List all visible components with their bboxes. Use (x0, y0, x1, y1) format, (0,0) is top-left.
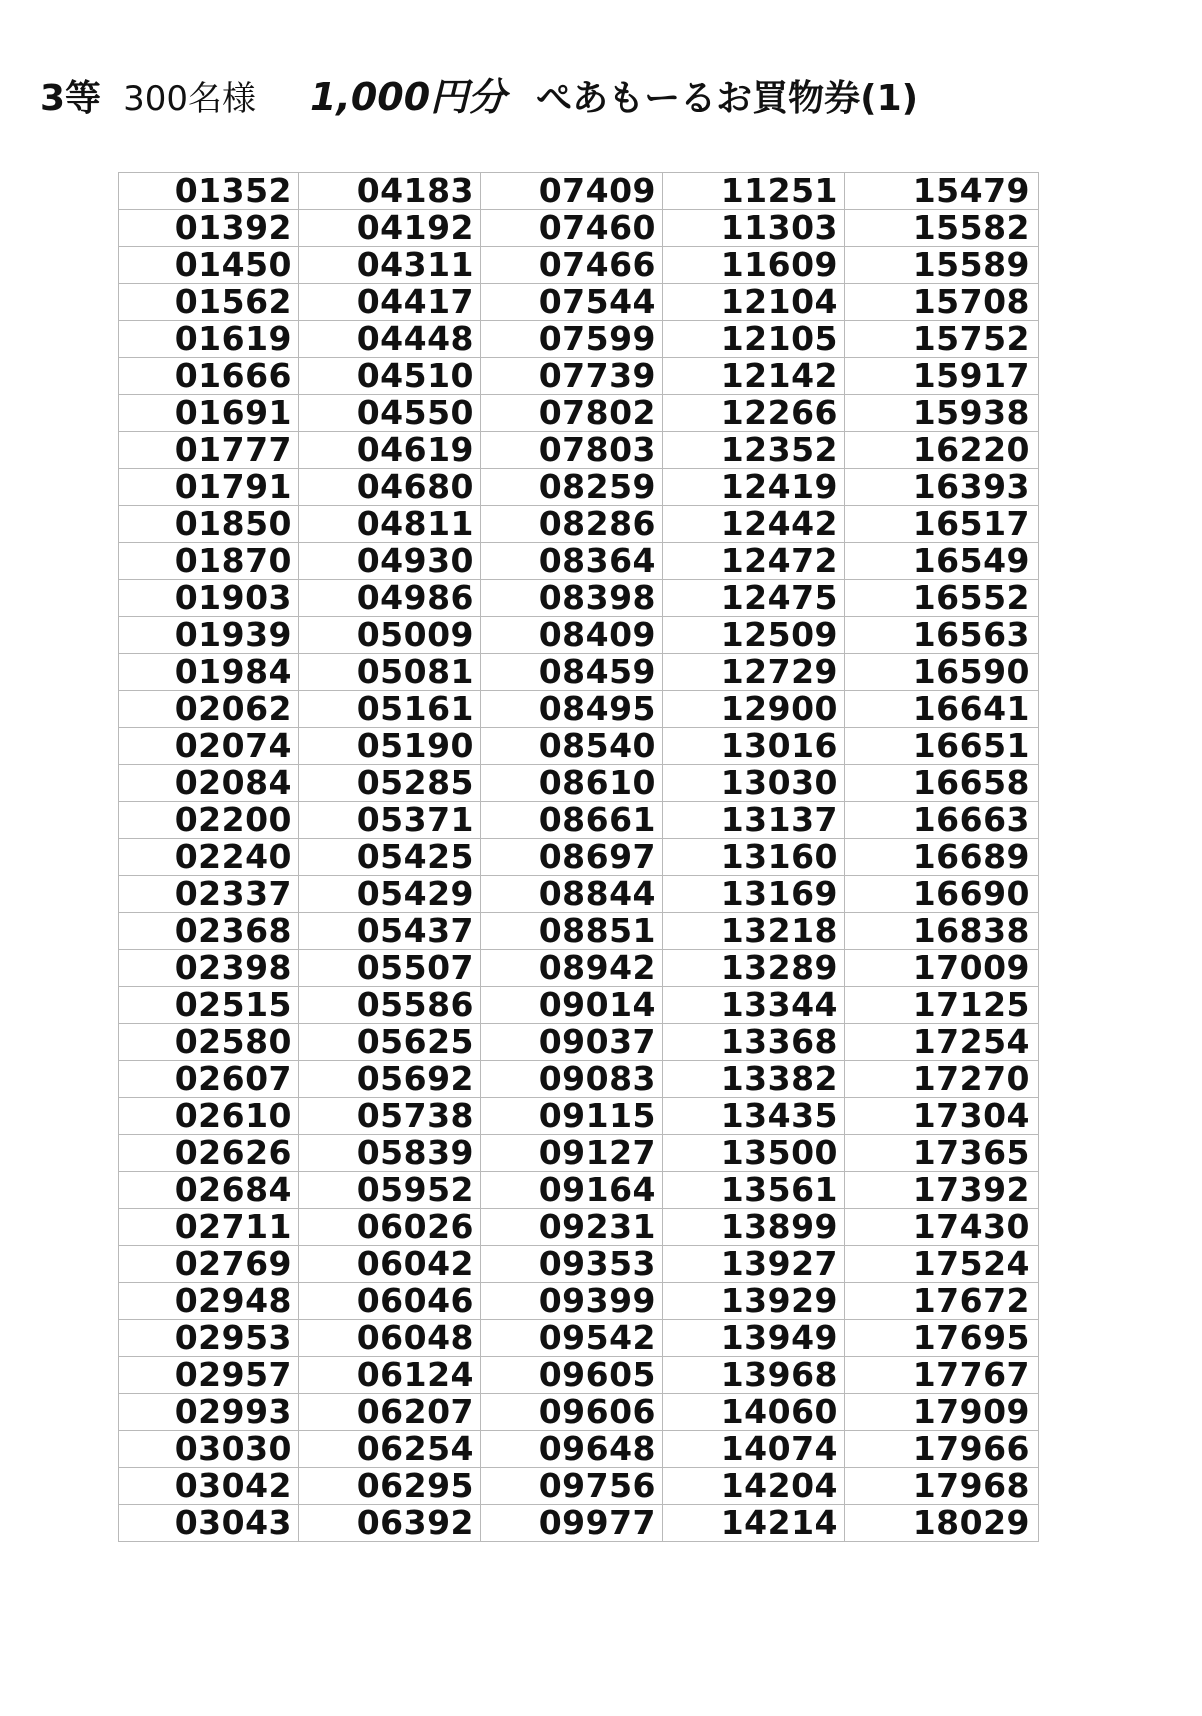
winning-number-cell: 11609 (663, 247, 845, 284)
winning-number-cell: 12352 (663, 432, 845, 469)
winning-number-cell: 02084 (119, 765, 299, 802)
winning-number-cell: 13344 (663, 987, 845, 1024)
winning-number-cell: 18029 (845, 1505, 1039, 1542)
winning-number-cell: 05081 (299, 654, 481, 691)
winning-number-cell: 16651 (845, 728, 1039, 765)
table-row (119, 617, 1039, 654)
winning-number-cell: 02074 (119, 728, 299, 765)
winning-number-cell: 12105 (663, 321, 845, 358)
winning-number-cell: 03042 (119, 1468, 299, 1505)
winning-number-cell: 07466 (481, 247, 663, 284)
table-row (119, 284, 1039, 321)
winning-number-cell: 02580 (119, 1024, 299, 1061)
winning-number-cell: 11303 (663, 210, 845, 247)
winning-number-cell: 12900 (663, 691, 845, 728)
winning-number-cell: 15479 (845, 173, 1039, 210)
winning-number-cell: 17695 (845, 1320, 1039, 1357)
table-row (119, 728, 1039, 765)
winning-number-cell: 04811 (299, 506, 481, 543)
winning-number-cell: 01984 (119, 654, 299, 691)
winning-number-cell: 16838 (845, 913, 1039, 950)
winning-number-cell: 04417 (299, 284, 481, 321)
winning-number-cell: 14074 (663, 1431, 845, 1468)
winning-number-cell: 16549 (845, 543, 1039, 580)
winning-number-cell: 04448 (299, 321, 481, 358)
winning-number-cell: 01666 (119, 358, 299, 395)
winning-number-cell: 08409 (481, 617, 663, 654)
winning-number-cell: 01691 (119, 395, 299, 432)
winning-number-cell: 04930 (299, 543, 481, 580)
winning-number-cell: 07803 (481, 432, 663, 469)
winning-number-cell: 07802 (481, 395, 663, 432)
winning-number-cell: 02368 (119, 913, 299, 950)
winning-number-cell: 13218 (663, 913, 845, 950)
table-row (119, 1209, 1039, 1246)
winning-number-cell: 09606 (481, 1394, 663, 1431)
winning-number-cell: 03030 (119, 1431, 299, 1468)
winning-number-cell: 01939 (119, 617, 299, 654)
table-row (119, 839, 1039, 876)
winning-number-cell: 13968 (663, 1357, 845, 1394)
winning-number-cell: 04986 (299, 580, 481, 617)
winning-number-cell: 06046 (299, 1283, 481, 1320)
winning-number-cell: 16689 (845, 839, 1039, 876)
winning-number-cell: 06042 (299, 1246, 481, 1283)
winning-number-cell: 17909 (845, 1394, 1039, 1431)
winning-number-cell: 01562 (119, 284, 299, 321)
winning-number-cell: 05437 (299, 913, 481, 950)
winning-number-cell: 01850 (119, 506, 299, 543)
winning-number-cell: 09083 (481, 1061, 663, 1098)
winning-number-cell: 01392 (119, 210, 299, 247)
table-row (119, 1098, 1039, 1135)
winning-number-cell: 01352 (119, 173, 299, 210)
winning-number-cell: 02610 (119, 1098, 299, 1135)
winning-number-cell: 06295 (299, 1468, 481, 1505)
winning-number-cell: 09605 (481, 1357, 663, 1394)
winning-number-cell: 16663 (845, 802, 1039, 839)
table-row (119, 987, 1039, 1024)
winning-number-cell: 16641 (845, 691, 1039, 728)
winning-number-cell: 08540 (481, 728, 663, 765)
winning-number-cell: 13500 (663, 1135, 845, 1172)
winning-number-cell: 13368 (663, 1024, 845, 1061)
winning-number-cell: 04192 (299, 210, 481, 247)
winning-number-cell: 09399 (481, 1283, 663, 1320)
winning-number-cell: 07460 (481, 210, 663, 247)
table-row (119, 210, 1039, 247)
winning-number-cell: 15938 (845, 395, 1039, 432)
winning-number-cell: 02240 (119, 839, 299, 876)
winning-number-cell: 15582 (845, 210, 1039, 247)
winning-number-cell: 01870 (119, 543, 299, 580)
winning-number-cell: 12509 (663, 617, 845, 654)
table-row (119, 691, 1039, 728)
winning-number-cell: 17254 (845, 1024, 1039, 1061)
winning-number-cell: 01450 (119, 247, 299, 284)
winning-number-cell: 05425 (299, 839, 481, 876)
winning-number-cell: 13435 (663, 1098, 845, 1135)
table-row (119, 469, 1039, 506)
winning-number-cell: 05839 (299, 1135, 481, 1172)
winning-number-cell: 06026 (299, 1209, 481, 1246)
winning-number-cell: 08942 (481, 950, 663, 987)
table-row (119, 802, 1039, 839)
table-row (119, 1431, 1039, 1468)
winning-number-cell: 09542 (481, 1320, 663, 1357)
winning-numbers-table (118, 172, 1039, 1542)
winning-number-cell: 01619 (119, 321, 299, 358)
winning-number-cell: 08286 (481, 506, 663, 543)
prize-rank: 3等 (40, 78, 102, 119)
winning-number-cell: 05285 (299, 765, 481, 802)
winning-number-cell: 15917 (845, 358, 1039, 395)
table-row (119, 543, 1039, 580)
table-row (119, 765, 1039, 802)
table-row (119, 247, 1039, 284)
table-row (119, 1172, 1039, 1209)
winning-number-cell: 07409 (481, 173, 663, 210)
winning-number-cell: 09127 (481, 1135, 663, 1172)
prize-amount: 1,000円分 (309, 75, 507, 119)
winning-number-cell: 09037 (481, 1024, 663, 1061)
winning-number-cell: 02062 (119, 691, 299, 728)
winning-number-cell: 12729 (663, 654, 845, 691)
table-row (119, 321, 1039, 358)
winning-number-cell: 16517 (845, 506, 1039, 543)
winning-number-cell: 13929 (663, 1283, 845, 1320)
winning-number-cell: 04311 (299, 247, 481, 284)
winning-number-cell: 04183 (299, 173, 481, 210)
winning-number-cell: 12142 (663, 358, 845, 395)
winning-number-cell: 16552 (845, 580, 1039, 617)
winning-number-cell: 13561 (663, 1172, 845, 1209)
winning-number-cell: 16393 (845, 469, 1039, 506)
winning-number-cell: 12266 (663, 395, 845, 432)
winning-number-cell: 05952 (299, 1172, 481, 1209)
winning-number-cell: 09353 (481, 1246, 663, 1283)
winning-number-cell: 01903 (119, 580, 299, 617)
winning-number-cell: 13169 (663, 876, 845, 913)
winning-number-cell: 05692 (299, 1061, 481, 1098)
winning-number-cell: 16563 (845, 617, 1039, 654)
table-row (119, 1468, 1039, 1505)
winning-number-cell: 17430 (845, 1209, 1039, 1246)
winning-numbers-body (119, 173, 1039, 1542)
winning-number-cell: 12475 (663, 580, 845, 617)
winning-number-cell: 12104 (663, 284, 845, 321)
winning-number-cell: 08610 (481, 765, 663, 802)
winning-number-cell: 05371 (299, 802, 481, 839)
winning-number-cell: 08495 (481, 691, 663, 728)
winning-number-cell: 08661 (481, 802, 663, 839)
winning-number-cell: 02607 (119, 1061, 299, 1098)
winning-number-cell: 04550 (299, 395, 481, 432)
winning-number-cell: 17125 (845, 987, 1039, 1024)
winning-number-cell: 08364 (481, 543, 663, 580)
winning-number-cell: 02684 (119, 1172, 299, 1209)
table-row (119, 654, 1039, 691)
table-row (119, 950, 1039, 987)
winning-number-cell: 02515 (119, 987, 299, 1024)
winning-number-cell: 08398 (481, 580, 663, 617)
winning-number-cell: 12472 (663, 543, 845, 580)
winning-number-cell: 05738 (299, 1098, 481, 1135)
winning-number-cell: 16220 (845, 432, 1039, 469)
winning-number-cell: 09648 (481, 1431, 663, 1468)
winning-number-cell: 04510 (299, 358, 481, 395)
winning-number-cell: 01791 (119, 469, 299, 506)
table-row (119, 395, 1039, 432)
table-row (119, 506, 1039, 543)
winning-number-cell: 05507 (299, 950, 481, 987)
winning-number-cell: 13016 (663, 728, 845, 765)
winning-number-cell: 02769 (119, 1246, 299, 1283)
winning-number-cell: 17365 (845, 1135, 1039, 1172)
table-row (119, 1283, 1039, 1320)
winning-number-cell: 16690 (845, 876, 1039, 913)
winning-number-cell: 17968 (845, 1468, 1039, 1505)
winning-number-cell: 08697 (481, 839, 663, 876)
winning-number-cell: 13289 (663, 950, 845, 987)
winning-number-cell: 13927 (663, 1246, 845, 1283)
winning-number-cell: 15708 (845, 284, 1039, 321)
winning-number-cell: 13137 (663, 802, 845, 839)
winning-number-cell: 08851 (481, 913, 663, 950)
table-row (119, 358, 1039, 395)
winning-number-cell: 05009 (299, 617, 481, 654)
winning-number-cell: 13949 (663, 1320, 845, 1357)
winning-number-cell: 05161 (299, 691, 481, 728)
winning-number-cell: 09115 (481, 1098, 663, 1135)
winning-number-cell: 08259 (481, 469, 663, 506)
winning-number-cell: 17524 (845, 1246, 1039, 1283)
winning-number-cell: 05625 (299, 1024, 481, 1061)
voucher-name: ぺあもーるお買物券(1) (536, 78, 919, 119)
winning-number-cell: 09014 (481, 987, 663, 1024)
winning-number-cell: 06048 (299, 1320, 481, 1357)
winning-number-cell: 02337 (119, 876, 299, 913)
winning-number-cell: 17672 (845, 1283, 1039, 1320)
table-row (119, 1320, 1039, 1357)
table-row (119, 580, 1039, 617)
winning-number-cell: 12419 (663, 469, 845, 506)
winning-number-cell: 06124 (299, 1357, 481, 1394)
winning-number-cell: 02398 (119, 950, 299, 987)
table-row (119, 1246, 1039, 1283)
winning-number-cell: 12442 (663, 506, 845, 543)
winning-number-cell: 04619 (299, 432, 481, 469)
winning-number-cell: 02957 (119, 1357, 299, 1394)
winning-number-cell: 06392 (299, 1505, 481, 1542)
table-row (119, 1505, 1039, 1542)
winning-number-cell: 17304 (845, 1098, 1039, 1135)
winning-number-cell: 04680 (299, 469, 481, 506)
winning-number-cell: 15752 (845, 321, 1039, 358)
table-row (119, 1135, 1039, 1172)
winning-number-cell: 16658 (845, 765, 1039, 802)
winning-number-cell: 13382 (663, 1061, 845, 1098)
winning-number-cell: 08459 (481, 654, 663, 691)
winning-number-cell: 17767 (845, 1357, 1039, 1394)
winner-count: 300名様 (123, 79, 256, 119)
winning-number-cell: 13899 (663, 1209, 845, 1246)
winning-number-cell: 09164 (481, 1172, 663, 1209)
winning-number-cell: 06207 (299, 1394, 481, 1431)
winning-number-cell: 02626 (119, 1135, 299, 1172)
winning-number-cell: 14060 (663, 1394, 845, 1431)
winning-number-cell: 11251 (663, 173, 845, 210)
winning-number-cell: 13030 (663, 765, 845, 802)
winning-number-cell: 09756 (481, 1468, 663, 1505)
page-title (40, 66, 918, 126)
winning-number-cell: 01777 (119, 432, 299, 469)
winning-number-cell: 17270 (845, 1061, 1039, 1098)
winning-number-cell: 14204 (663, 1468, 845, 1505)
winning-number-cell: 02200 (119, 802, 299, 839)
winning-number-cell: 05190 (299, 728, 481, 765)
winning-number-cell: 08844 (481, 876, 663, 913)
winning-number-cell: 02711 (119, 1209, 299, 1246)
winning-number-cell: 17009 (845, 950, 1039, 987)
table-row (119, 1394, 1039, 1431)
winning-number-cell: 09231 (481, 1209, 663, 1246)
winning-number-cell: 15589 (845, 247, 1039, 284)
winning-number-cell: 17966 (845, 1431, 1039, 1468)
winning-number-cell: 07739 (481, 358, 663, 395)
winning-number-cell: 03043 (119, 1505, 299, 1542)
table-row (119, 1357, 1039, 1394)
winning-number-cell: 09977 (481, 1505, 663, 1542)
table-row (119, 432, 1039, 469)
winning-number-cell: 13160 (663, 839, 845, 876)
winning-number-cell: 02948 (119, 1283, 299, 1320)
winning-number-cell: 14214 (663, 1505, 845, 1542)
winning-number-cell: 16590 (845, 654, 1039, 691)
table-row (119, 876, 1039, 913)
winning-number-cell: 05429 (299, 876, 481, 913)
table-row (119, 1024, 1039, 1061)
winning-number-cell: 07544 (481, 284, 663, 321)
table-row (119, 173, 1039, 210)
winning-number-cell: 17392 (845, 1172, 1039, 1209)
winning-number-cell: 02953 (119, 1320, 299, 1357)
winning-number-cell: 05586 (299, 987, 481, 1024)
winning-number-cell: 06254 (299, 1431, 481, 1468)
winning-number-cell: 07599 (481, 321, 663, 358)
table-row (119, 913, 1039, 950)
table-row (119, 1061, 1039, 1098)
winning-number-cell: 02993 (119, 1394, 299, 1431)
